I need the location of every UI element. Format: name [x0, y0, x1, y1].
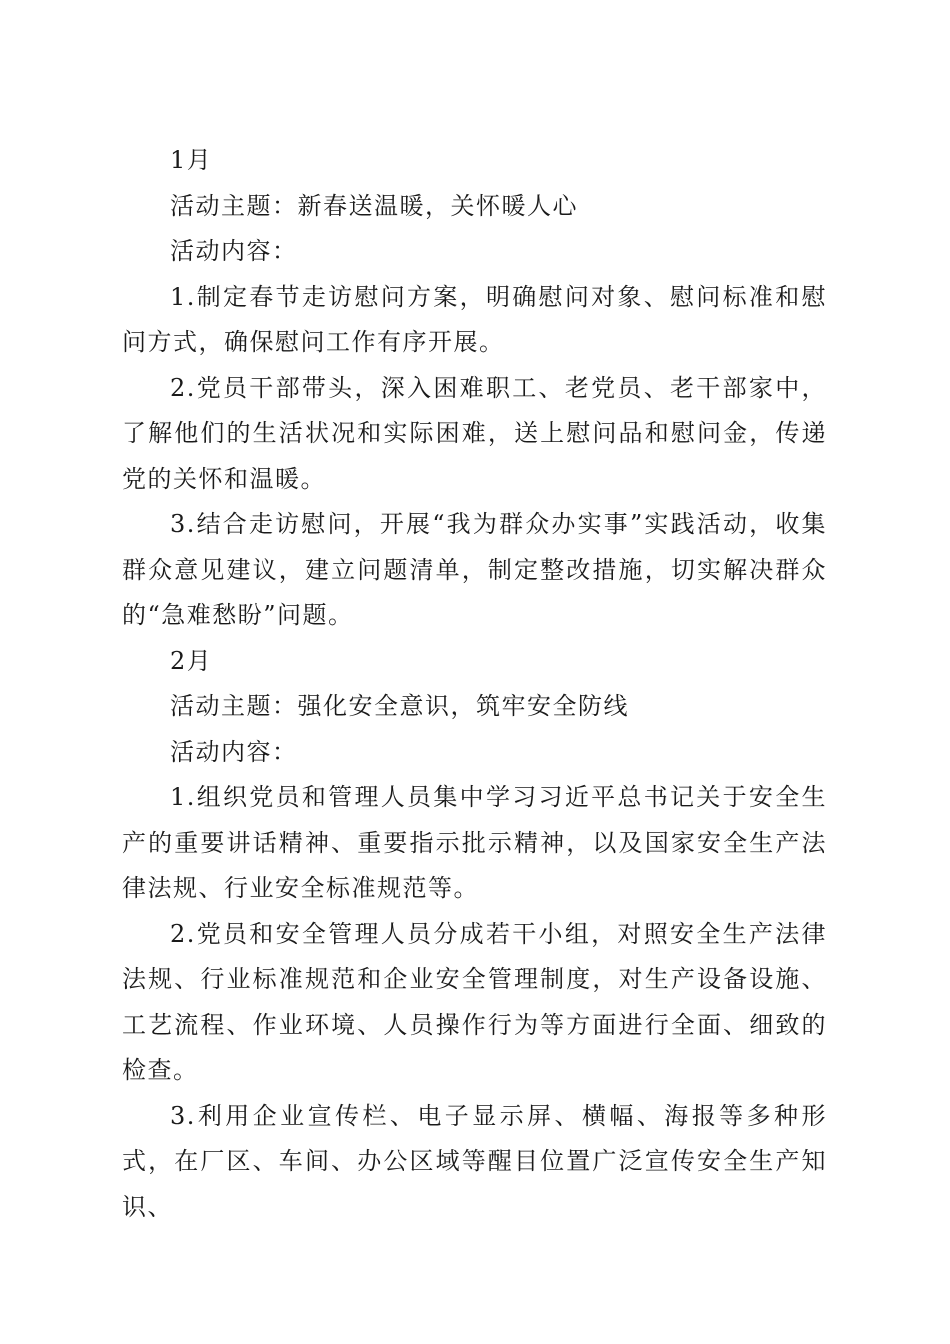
activity-theme-2: 活动主题：强化安全意识，筑牢安全防线	[170, 692, 629, 720]
document-body	[122, 138, 827, 1230]
activity-content-label-1: 活动内容：	[170, 237, 298, 265]
activity-item-1-2: 2.党员干部带头，深入困难职工、老党员、老干部家中，了解他们的生活状况和实际困难，送上慰问品和慰问金，传递党的关怀和温暖。	[122, 373, 827, 493]
month-heading-1: 1月	[170, 146, 213, 174]
activity-item-2-3: 3.利用企业宣传栏、电子显示屏、横幅、海报等多种形式，在厂区、车间、办公区域等醒目位置广泛宣传安全生产知识、	[122, 1101, 827, 1221]
activity-item-1-3: 3.结合走访慰问，开展“我为群众办实事”实践活动，收集群众意见建议，建立问题清单，制定整改措施，切实解决群众的“急难愁盼”问题。	[122, 510, 827, 629]
month-heading-2: 2月	[170, 646, 213, 675]
activity-item-1-1: 1.制定春节走访慰问方案，明确慰问对象、慰问标准和慰问方式，确保慰问工作有序开展。	[122, 282, 827, 356]
activity-item-2-2: 2.党员和安全管理人员分成若干小组，对照安全生产法律法规、行业标准规范和企业安全管理制度，对生产设备设施、工艺流程、作业环境、人员操作行为等方面进行全面、细致的检查。	[122, 919, 827, 1084]
activity-theme-1: 活动主题：新春送温暖，关怀暖人心	[170, 191, 578, 220]
activity-item-2-1: 1.组织党员和管理人员集中学习习近平总书记关于安全生产的重要讲话精神、重要指示批示精神，以及国家安全生产法律法规、行业安全标准规范等。	[122, 783, 827, 902]
activity-content-label-2: 活动内容：	[170, 737, 298, 766]
